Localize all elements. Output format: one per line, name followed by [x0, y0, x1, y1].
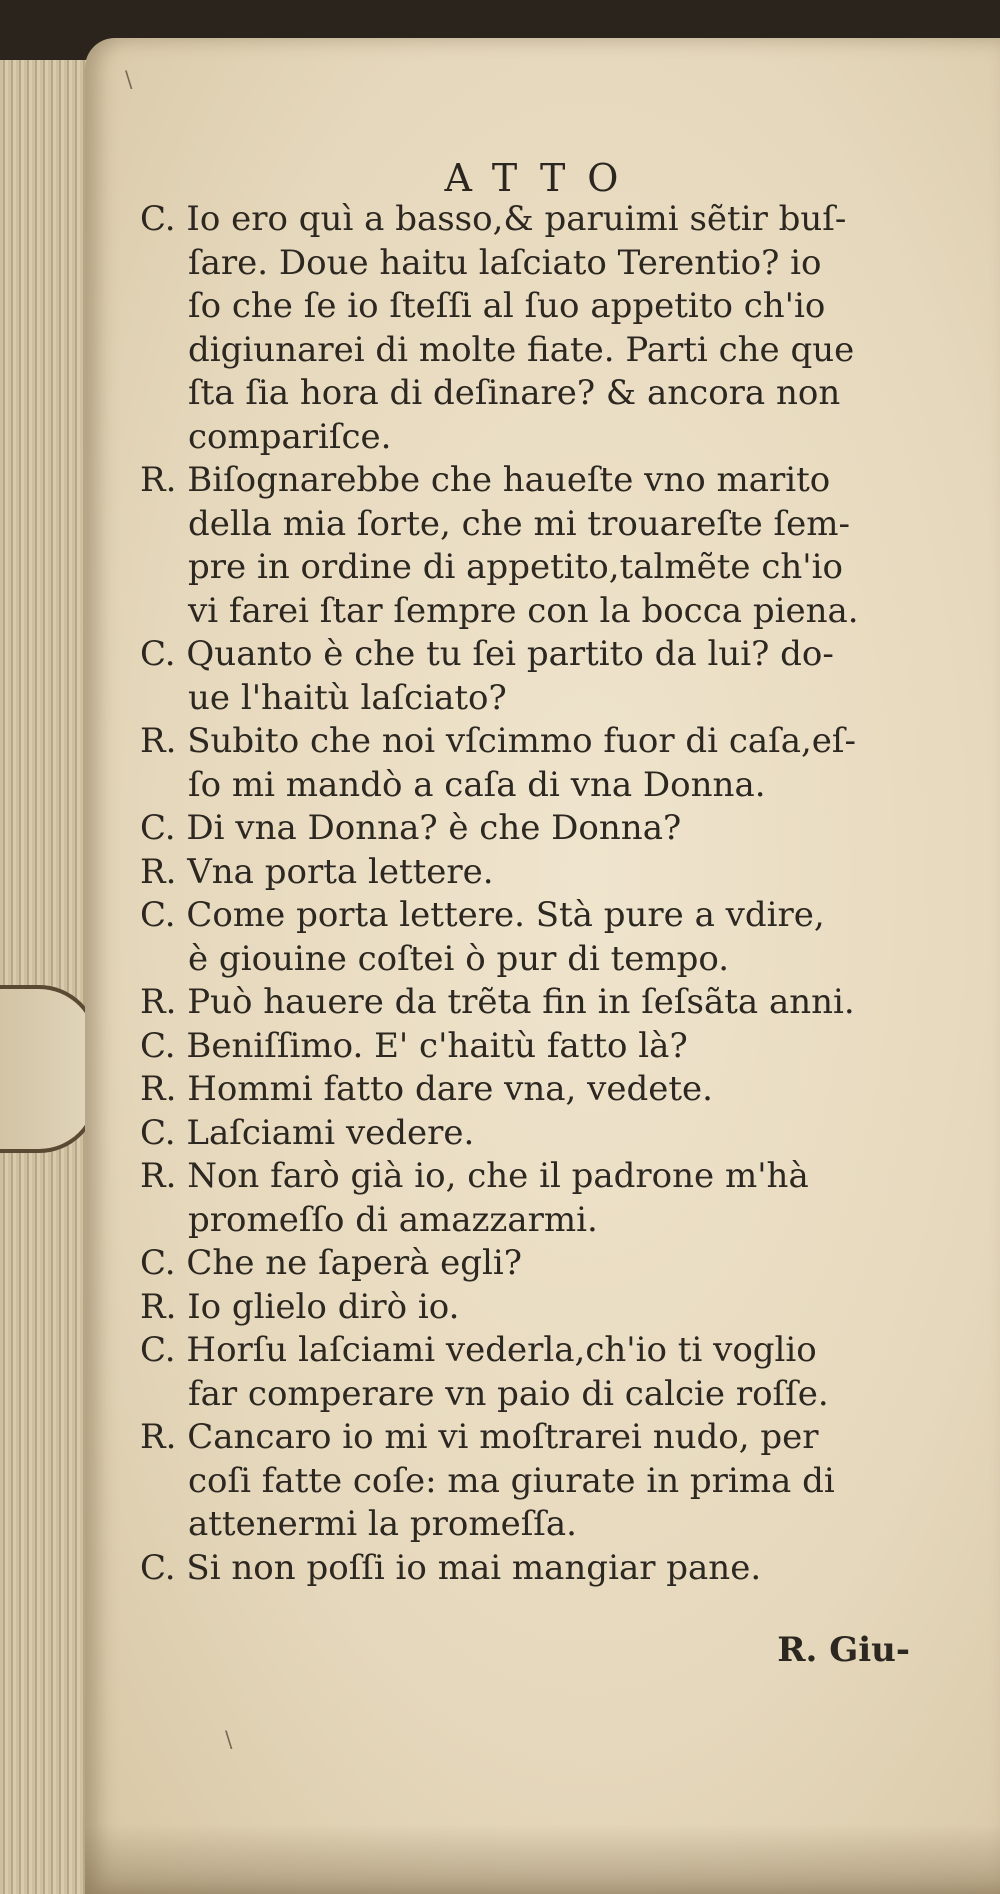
- text-line: R. Io glielo dirò io.: [140, 1286, 460, 1327]
- text-line: ue l'haitù laſciato?: [188, 677, 507, 718]
- ink-mark: \: [125, 68, 133, 93]
- text-line: C. Horſu laſciami vederla,ch'io ti voglio: [140, 1330, 817, 1370]
- text-line: vi farei ſtar ſempre con la bocca piena.: [188, 590, 859, 631]
- text-line: C. Di vna Donna? è che Donna?: [140, 808, 682, 848]
- text-line: promeſſo di amazzarmi.: [188, 1199, 598, 1240]
- text-line: far comperare vn paio di calcie roſſe.: [188, 1373, 829, 1414]
- text-line: R. Cancaro io mi vi moſtrarei nudo, per: [140, 1417, 819, 1457]
- text-line: R. Hommi fatto dare vna, vedete.: [140, 1069, 713, 1109]
- text-line: compariſce.: [188, 416, 392, 457]
- text-line: ſta ſia hora di deſinare? & ancora non: [188, 373, 841, 413]
- text-line: ſo mi mandò a caſa di vna Donna.: [188, 764, 766, 805]
- text-line: coſi fatte coſe: ma giurate in prima di: [188, 1460, 835, 1501]
- text-line: R. Vna porta lettere.: [140, 851, 494, 892]
- text-line: digiunarei di molte fiate. Parti che que: [188, 329, 855, 370]
- ink-mark: \: [225, 1728, 233, 1753]
- text-line: R. Può hauere da trẽta fin in ſeſsãta anni.: [140, 982, 855, 1022]
- text-line: R. Subito che noi vſcimmo fuor di caſa,eſ-: [140, 721, 856, 761]
- text-line: C. Come porta lettere. Stà pure a vdire,: [140, 895, 825, 935]
- text-line: è giouine coſtei ò pur di tempo.: [188, 938, 730, 979]
- text-line: C. Laſciami vedere.: [140, 1112, 475, 1153]
- text-line: attenermi la promeſſa.: [188, 1504, 577, 1544]
- catchword: R. Giu-: [777, 1630, 910, 1670]
- text-line: ſo che ſe io ſteſſi al ſuo appetito ch'io: [188, 286, 826, 326]
- text-line: pre in ordine di appetito,talmẽte ch'io: [188, 547, 843, 587]
- book-page: [85, 38, 1000, 1894]
- text-line: C. Quanto è che tu ſei partito da lui? do-: [140, 634, 834, 674]
- dialogue-text: [140, 198, 980, 1590]
- text-line: C. Si non poſſi io mai mangiar pane.: [140, 1547, 762, 1588]
- text-line: della mia ſorte, che mi trouareſte ſem-: [188, 503, 850, 544]
- text-line: R. Non farò già io, che il padrone m'hà: [140, 1156, 809, 1196]
- text-line: R. Biſognarebbe che haueſte vno marito: [140, 460, 831, 500]
- page-header: ATTO: [444, 156, 641, 200]
- text-line: C. Beniſſimo. E' c'haitù fatto là?: [140, 1025, 688, 1066]
- text-line: C. Che ne ſaperà egli?: [140, 1243, 523, 1283]
- book-page-edges: [0, 60, 95, 1894]
- page-shadow: [85, 1824, 1000, 1894]
- text-line: C. Io ero quì a basso,& paruimi sẽtir buſ-: [140, 199, 847, 239]
- text-line: ſare. Doue haitu laſciato Terentio? io: [188, 242, 822, 283]
